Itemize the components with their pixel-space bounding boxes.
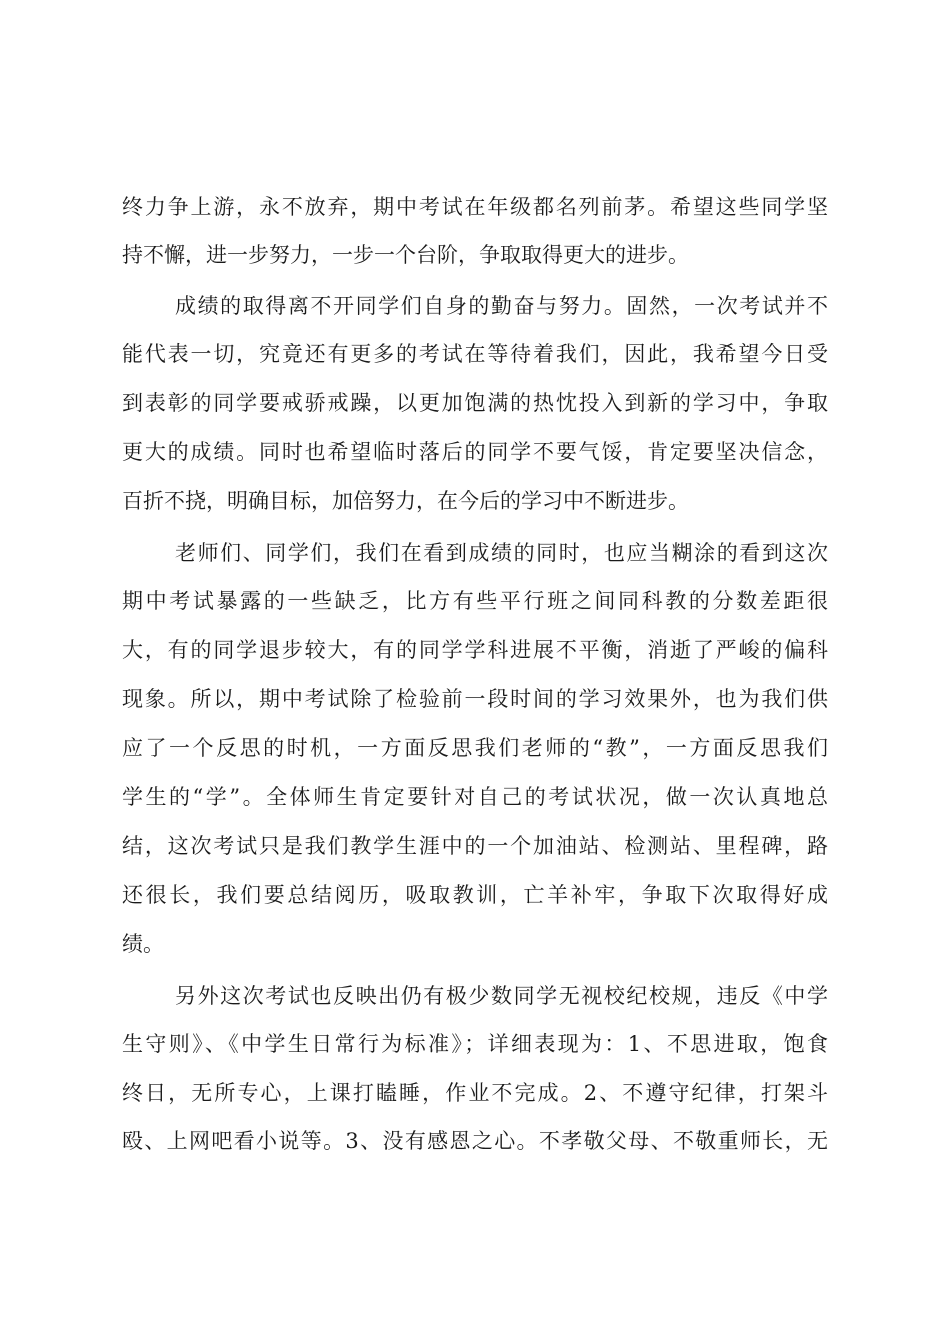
text-line: 还很长，我们要总结阅历，吸取教训，亡羊补牢，争取下次取得好成 xyxy=(122,883,828,907)
text-line: 大，有的同学退步较大，有的同学学科进展不平衡，消逝了严峻的偏科 xyxy=(122,638,828,662)
text-line: 终力争上游，永不放弃，期中考试在年级都名列前茅。希望这些同学坚 xyxy=(122,195,828,219)
text-line: 学生的“学”。全体师生肯定要针对自己的考试状况，做一次认真地总 xyxy=(122,785,828,809)
text-line: 现象。所以，期中考试除了检验前一段时间的学习效果外，也为我们供 xyxy=(122,687,828,711)
text-line: 结，这次考试只是我们教学生涯中的一个加油站、检测站、里程碑，路 xyxy=(122,834,828,858)
text-line: 应了一个反思的时机，一方面反思我们老师的“教”，一方面反思我们 xyxy=(122,736,828,760)
text-line: 终日，无所专心，上课打瞌睡，作业不完成。2、不遵守纪律，打架斗 xyxy=(122,1081,828,1105)
text-line: 殴、上网吧看小说等。3、没有感恩之心。不孝敬父母、不敬重师长，无 xyxy=(122,1129,828,1153)
text-line xyxy=(122,1170,828,1210)
text-line: 百折不挠，明确目标，加倍努力，在今后的学习中不断进步。 xyxy=(122,489,689,513)
text-line: 更大的成绩。同时也希望临时落后的同学不要气馁，肯定要坚决信念， xyxy=(122,440,828,464)
text-line: 到表彰的同学要戒骄戒躁，以更加饱满的热忱投入到新的学习中，争取 xyxy=(122,391,828,415)
text-line: 成绩的取得离不开同学们自身的勤奋与努力。固然，一次考试并不 xyxy=(175,294,828,318)
text-line: 能代表一切，究竟还有更多的考试在等待着我们，因此，我希望今日受 xyxy=(122,342,828,366)
text-line: 持不懈，进一步努力，一步一个台阶，争取取得更大的进步。 xyxy=(122,243,689,267)
text-line: 生守则》、《中学生日常行为标准》；详细表现为：1、不思进取，饱食 xyxy=(122,1032,828,1056)
text-line: 另外这次考试也反映出仍有极少数同学无视校纪校规，违反《中学 xyxy=(175,984,828,1008)
text-line: 期中考试暴露的一些缺乏，比方有些平行班之间同科教的分数差距很 xyxy=(122,589,828,613)
text-line: 绩。 xyxy=(122,932,164,956)
text-line: 老师们、同学们，我们在看到成绩的同时，也应当糊涂的看到这次 xyxy=(175,541,828,565)
